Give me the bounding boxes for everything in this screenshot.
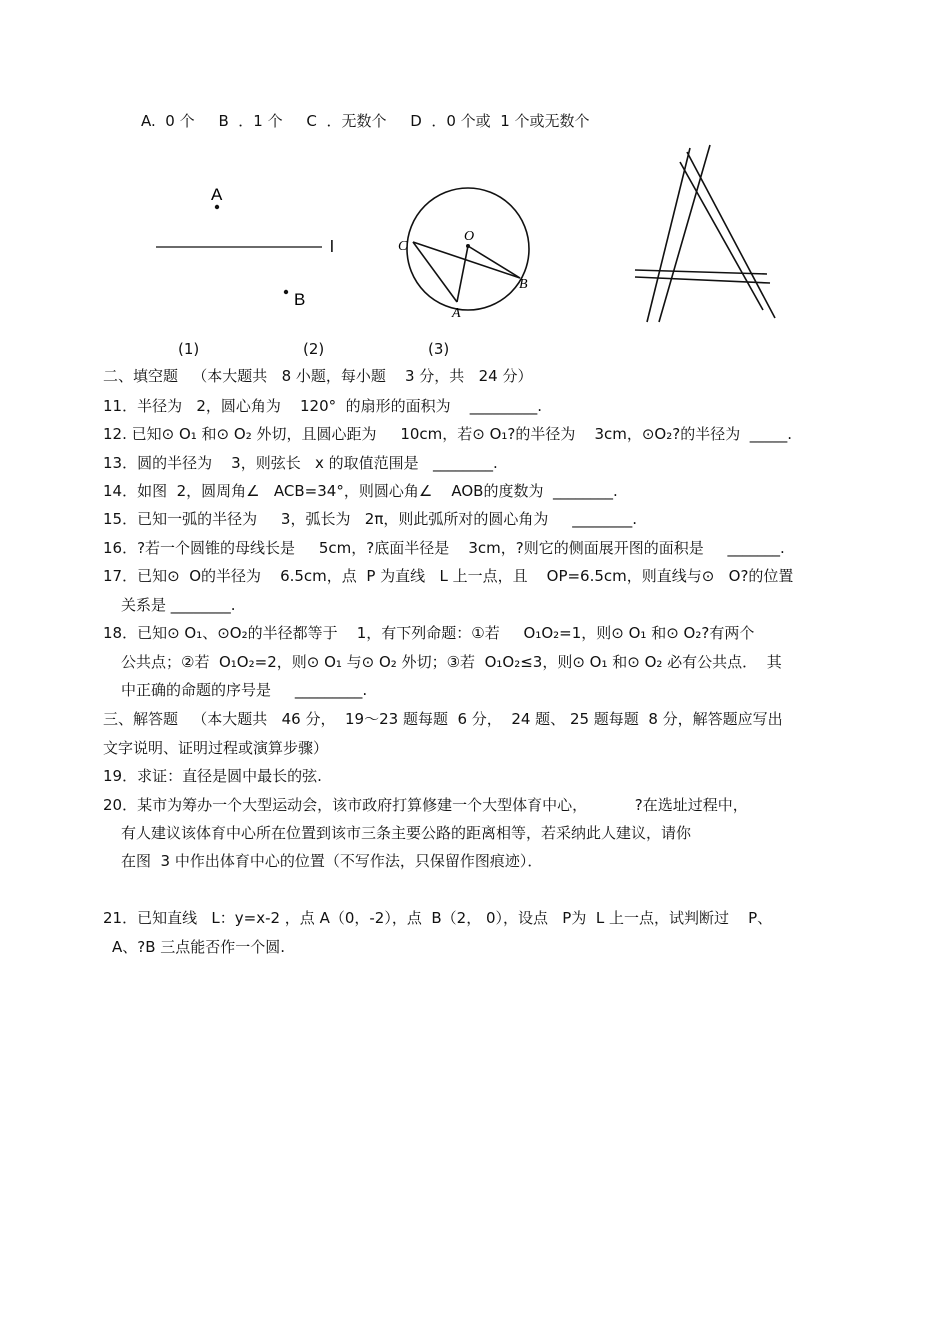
figure-2	[390, 178, 550, 323]
figure-1	[150, 180, 350, 315]
label-b: B	[519, 277, 528, 292]
text-line: 二、填空题 （本大题共 8 小题，每小题 3 分，共 24 分）	[103, 367, 533, 385]
road-line-2a	[680, 162, 763, 310]
text-line: 21．已知直线 L：y=x-2 ，点 A（0，-2），点 B（2， 0），设点 P为 L 上一点，试判断过 P、	[103, 909, 773, 927]
radius-ob	[468, 246, 520, 278]
label-o: O	[464, 229, 475, 244]
radius-oa	[457, 246, 468, 302]
text-line: 13．圆的半径为 3，则弦长 x 的取值范围是 ________.	[103, 454, 498, 472]
text-line: 18．已知⊙ O₁、⊙O₂的半径都等于 1，有下列命题：①若 O₁O₂=1，则⊙ O₁ 和⊙ O₂?有两个	[103, 624, 755, 642]
chord-cb	[413, 242, 520, 278]
point-b-label: B	[294, 290, 306, 309]
label-c: C	[398, 239, 408, 254]
point-a-label: A	[211, 185, 223, 204]
caption-figure-3: (3)	[428, 340, 450, 358]
text-line: 20．某市为筹办一个大型运动会，该市政府打算修建一个大型体育中心， ?在选址过程中，	[103, 796, 748, 814]
road-line-3a	[635, 270, 767, 274]
text-line: A、?B 三点能否作一个圆.	[112, 938, 286, 956]
figure-3	[625, 140, 785, 330]
text-line: 关系是 ________.	[121, 596, 236, 614]
text-line: 11．半径为 2，圆心角为 120° 的扇形的面积为 _________.	[103, 397, 543, 415]
text-line: 12. 已知⊙ O₁ 和⊙ O₂ 外切，且圆心距为 10cm，若⊙ O₁?的半径为 3cm，⊙O₂?的半径为 _____.	[103, 425, 793, 443]
text-line: 文字说明、证明过程或演算步骤）	[103, 739, 329, 757]
line-l-label: l	[330, 237, 334, 256]
text-line: 15．已知一弧的半径为 3，弧长为 2π，则此弧所对的圆心角为 ________.	[103, 510, 637, 528]
choice-options: A. 0 个 B ．1 个 C ．无数个 D ．0 个或 1 个或无数个	[141, 112, 590, 130]
text-line: 14．如图 2，圆周角∠ ACB=34°，则圆心角∠ AOB的度数为 ________.	[103, 482, 618, 500]
caption-figure-2: (2)	[303, 340, 325, 358]
text-line: 中正确的命题的序号是 _________.	[121, 681, 368, 699]
text-line: 公共点；②若 O₁O₂=2，则⊙ O₁ 与⊙ O₂ 外切；③若 O₁O₂≤3，则⊙ O₁ 和⊙ O₂ 必有公共点． 其	[121, 653, 782, 671]
point-b	[284, 290, 288, 294]
caption-figure-1: (1)	[178, 340, 200, 358]
text-line: 在图 3 中作出体育中心的位置（不写作法，只保留作图痕迹）．	[121, 852, 543, 870]
text-line: 有人建议该体育中心所在位置到该市三条主要公路的距离相等，若采纳此人建议，请你	[121, 824, 692, 842]
text-line: 19．求证：直径是圆中最长的弦.	[103, 767, 322, 785]
text-line: 三、解答题 （本大题共 46 分， 19～23 题每题 6 分， 24 题、 25 题每题 8 分，解答题应写出	[103, 710, 783, 728]
road-line-3b	[635, 277, 770, 283]
label-a: A	[452, 306, 461, 321]
text-line: 16．?若一个圆锥的母线长是 5cm，?底面半径是 3cm，?则它的侧面展开图的面积是 _______.	[103, 539, 785, 557]
text-line: 17．已知⊙ O的半径为 6.5cm，点 P 为直线 L 上一点，且 OP=6.5cm，则直线与⊙ O?的位置	[103, 567, 794, 585]
road-line-2b	[687, 152, 775, 318]
center-o	[466, 244, 470, 248]
chord-ca	[413, 242, 457, 302]
point-a	[215, 205, 219, 209]
